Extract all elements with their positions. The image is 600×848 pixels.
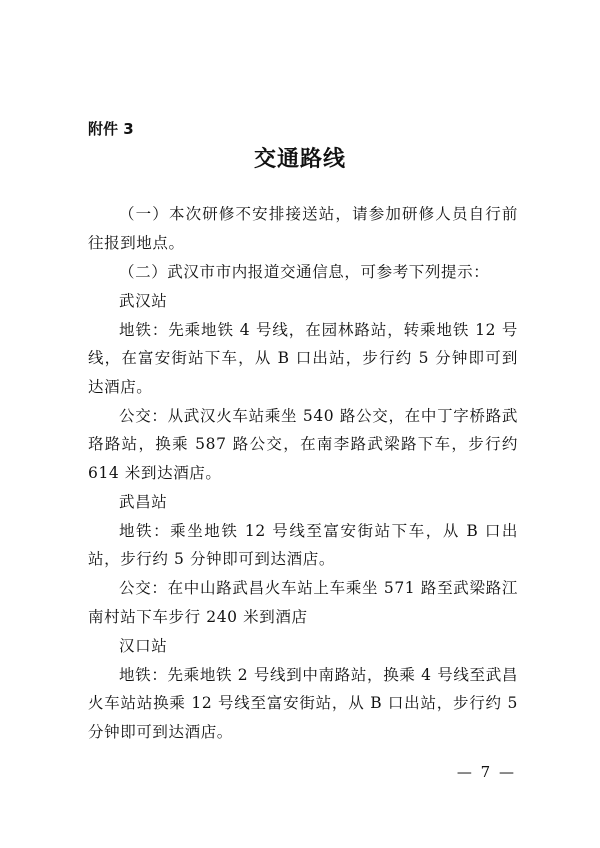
page-number: — 7 — (456, 763, 516, 781)
paragraph-wuhan-metro: 地铁：先乘地铁 4 号线，在园林路站，转乘地铁 12 号线，在富安街站下车，从 B 口出站，步行约 5 分钟即可到达酒店。 (88, 320, 518, 396)
heading-wuchang-station: 武昌站 (119, 492, 168, 511)
paragraph-hankou-metro: 地铁：先乘地铁 2 号线到中南路站，换乘 4 号线至武昌火车站站换乘 12 号线至富安街站，从 B 口出站，步行约 5 分钟即可到达酒店。 (88, 665, 518, 741)
heading-hankou-station: 汉口站 (119, 636, 168, 655)
document-body (88, 200, 518, 747)
page-title: 交通路线 (253, 147, 346, 172)
paragraph-pickup-notice: （一）本次研修不安排接送站，请参加研修人员自行前往报到地点。 (88, 205, 518, 252)
paragraph-wuhan-bus: 公交：从武汉火车站乘坐 540 路公交，在中丁字桥路武珞路站，换乘 587 路公交，在南李路武梁路下车，步行约 614 米到达酒店。 (88, 406, 518, 482)
heading-wuhan-station: 武汉站 (119, 291, 168, 310)
paragraph-wuchang-metro: 地铁：乘坐地铁 12 号线至富安街站下车，从 B 口出站，步行约 5 分钟即可到达酒店。 (88, 521, 518, 568)
attachment-label: 附件 3 (88, 120, 134, 138)
paragraph-transport-intro: （二）武汉市市内报道交通信息，可参考下列提示： (119, 262, 490, 281)
paragraph-wuchang-bus: 公交：在中山路武昌火车站上车乘坐 571 路至武梁路江南村站下车步行 240 米到酒店 (88, 579, 518, 626)
